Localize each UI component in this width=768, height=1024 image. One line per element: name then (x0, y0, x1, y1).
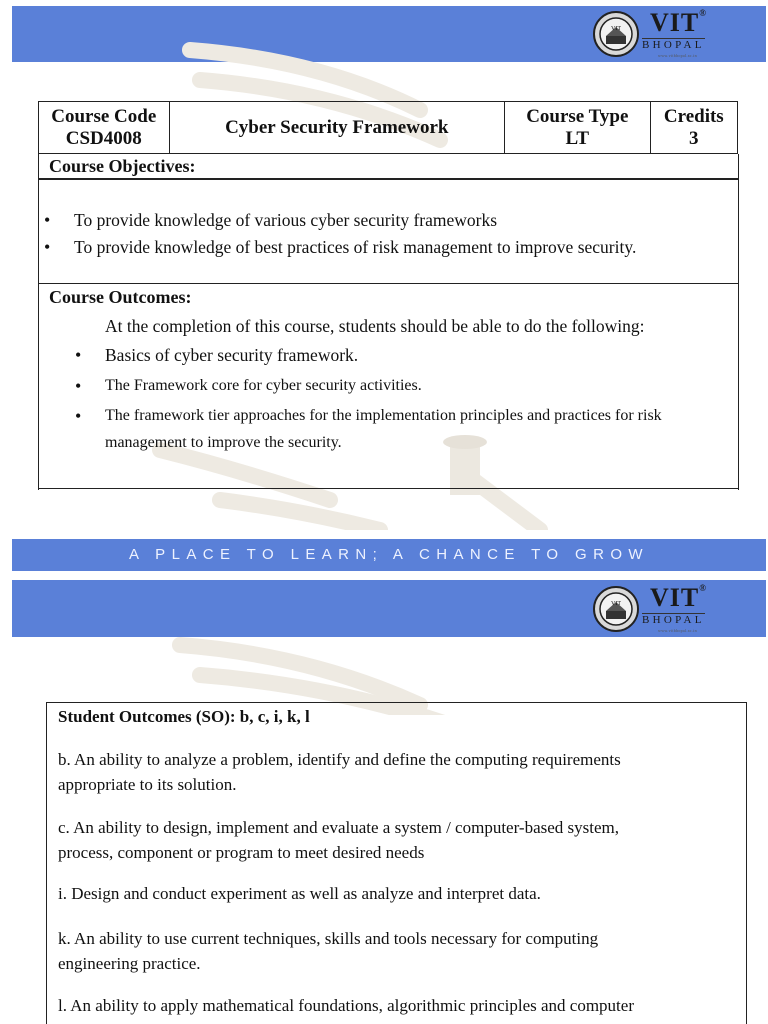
course-header-table (38, 101, 738, 154)
document-page-2 (0, 575, 768, 1024)
logo-campus: BHOPAL (642, 614, 705, 626)
logo-campus: BHOPAL (642, 39, 705, 51)
credits-cell (650, 102, 737, 154)
so-line: appropriate to its solution. (58, 775, 237, 794)
credits-label: Credits (663, 105, 724, 127)
logo-wordmark: VIT® (650, 583, 707, 612)
course-title-cell: Cyber Security Framework (169, 102, 504, 154)
outcome-item: • Basics of cyber security framework. (105, 342, 358, 368)
objective-item: • To provide knowledge of best practices of risk management to improve security. (74, 234, 636, 260)
so-line: l. An ability to apply mathematical foundations, algorithmic principles and computer (58, 996, 634, 1015)
divider (39, 178, 738, 180)
so-line: engineering practice. (58, 954, 201, 973)
course-type-value: LT (565, 127, 590, 149)
vit-logo (592, 583, 722, 633)
divider (39, 283, 738, 284)
course-type-cell (504, 102, 650, 154)
svg-text:VIT: VIT (611, 601, 621, 607)
divider (39, 488, 738, 489)
vit-emblem-icon (592, 10, 640, 58)
outcome-item: • The framework tier approaches for the implementation principles and practices for risk (105, 403, 662, 429)
outcome-item: • The Framework core for cyber security activities. (105, 373, 422, 399)
course-code-cell (39, 102, 170, 154)
svg-text:VIT: VIT (611, 26, 621, 32)
logo-wordmark: VIT® (650, 8, 707, 37)
so-line: process, component or program to meet desired needs (58, 843, 425, 862)
student-outcome-item (58, 993, 738, 1018)
course-type-label: Course Type (526, 105, 629, 127)
so-line: c. An ability to design, implement and evaluate a system / computer-based system, (58, 818, 619, 837)
credits-value: 3 (689, 127, 699, 149)
logo-url: www.vitbhopal.ac.in (658, 53, 697, 58)
objective-item: • To provide knowledge of various cyber security frameworks (74, 207, 497, 233)
footer-tagline: A PLACE TO LEARN; A CHANCE TO GROW (12, 539, 766, 571)
logo-url: www.vitbhopal.ac.in (658, 628, 697, 633)
vit-logo (592, 8, 722, 58)
outcomes-intro: At the completion of this course, students should be able to do the following: (105, 316, 645, 336)
course-outcomes-title: Course Outcomes: (49, 287, 192, 307)
student-outcome-item (58, 747, 738, 797)
student-outcome-item (58, 926, 738, 976)
outcome-item-continued: management to improve the security. (105, 434, 342, 451)
course-code-label: Course Code (51, 105, 157, 127)
student-outcome-item (58, 881, 738, 906)
student-outcomes-title: Student Outcomes (SO): b, c, i, k, l (58, 707, 310, 726)
course-objectives-title: Course Objectives: (49, 156, 196, 176)
student-outcome-item (58, 815, 738, 865)
course-details-box (38, 154, 739, 490)
so-line: i. Design and conduct experiment as well as analyze and interpret data. (58, 884, 541, 903)
student-outcomes-box (46, 702, 747, 1024)
so-line: b. An ability to analyze a problem, identify and define the computing requirements (58, 750, 621, 769)
so-line: k. An ability to use current techniques, skills and tools necessary for computing (58, 929, 599, 948)
vit-emblem-icon (592, 585, 640, 633)
course-code-value: CSD4008 (65, 127, 142, 149)
